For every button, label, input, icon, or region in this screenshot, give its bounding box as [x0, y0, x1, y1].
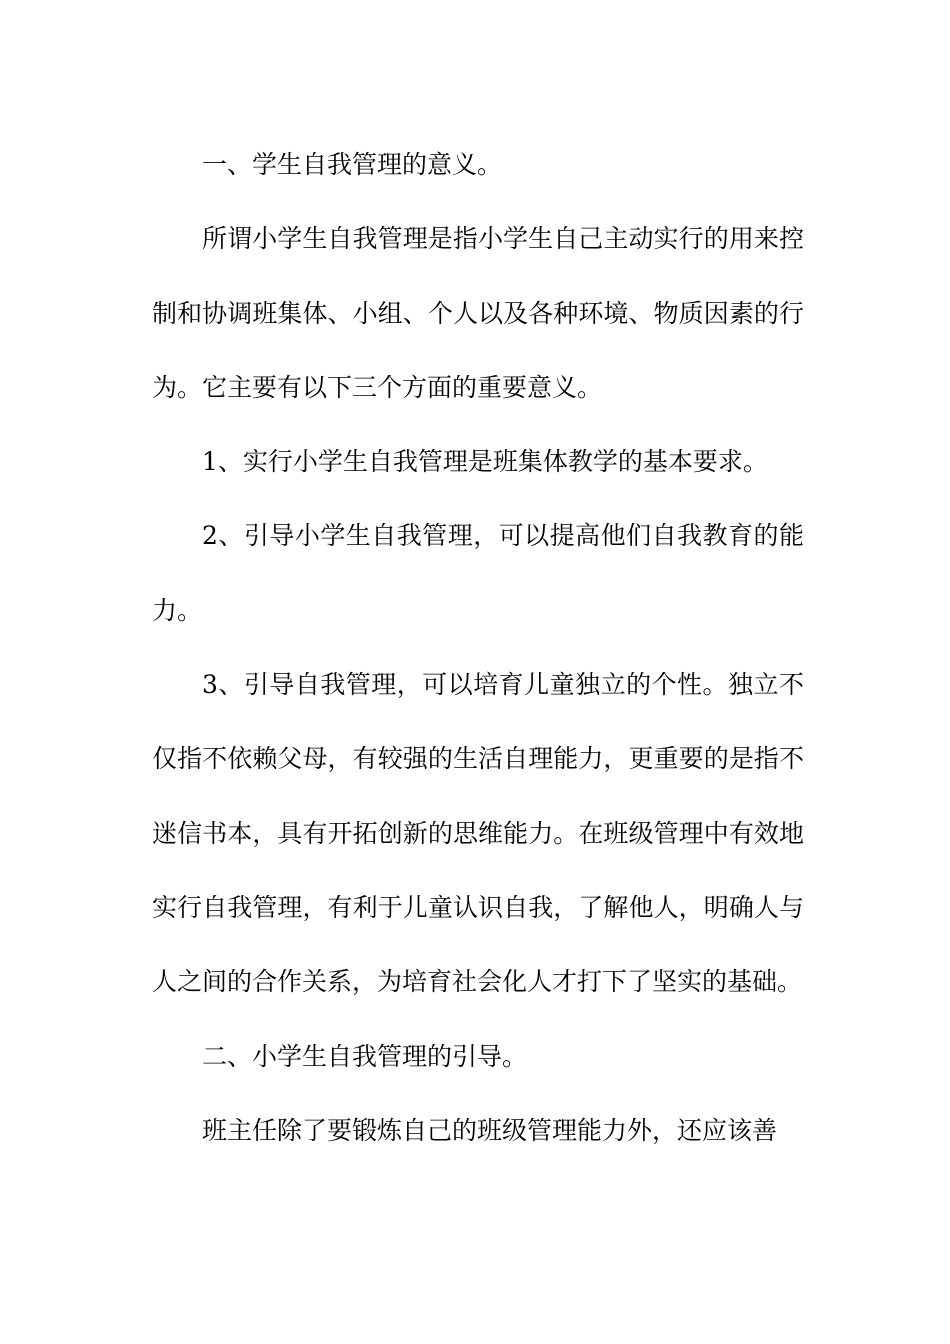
paragraph-teacher: 班主任除了要锻炼自己的班级管理能力外，还应该善: [202, 1115, 778, 1145]
heading-guidance: 二、小学生自我管理的引导。: [202, 1041, 528, 1071]
list-item-2: 2、引导小学生自我管理，可以提高他们自我教育的能力。: [152, 521, 804, 625]
document-body: [152, 128, 804, 1168]
paragraph-definition: 所谓小学生自我管理是指小学生自己主动实行的用来控制和协调班集体、小组、个人以及各种环境、物质因素的行为。它主要有以下三个方面的重要意义。: [152, 224, 804, 402]
heading-meaning: 一、学生自我管理的意义。: [202, 150, 503, 179]
list-item-3: 3、引导自我管理，可以培育儿童独立的个性。独立不仅指不依赖父母，有较强的生活自理能力，更重要的是指不迷信书本，具有开拓创新的思维能力。在班级管理中有效地实行自我管理，有利于儿童认识自我，了解他人，明确人与人之间的合作关系，为培育社会化人才打下了坚实的基础。: [152, 670, 804, 997]
list-item-1: 1、实行小学生自我管理是班集体教学的基本要求。: [202, 447, 768, 477]
